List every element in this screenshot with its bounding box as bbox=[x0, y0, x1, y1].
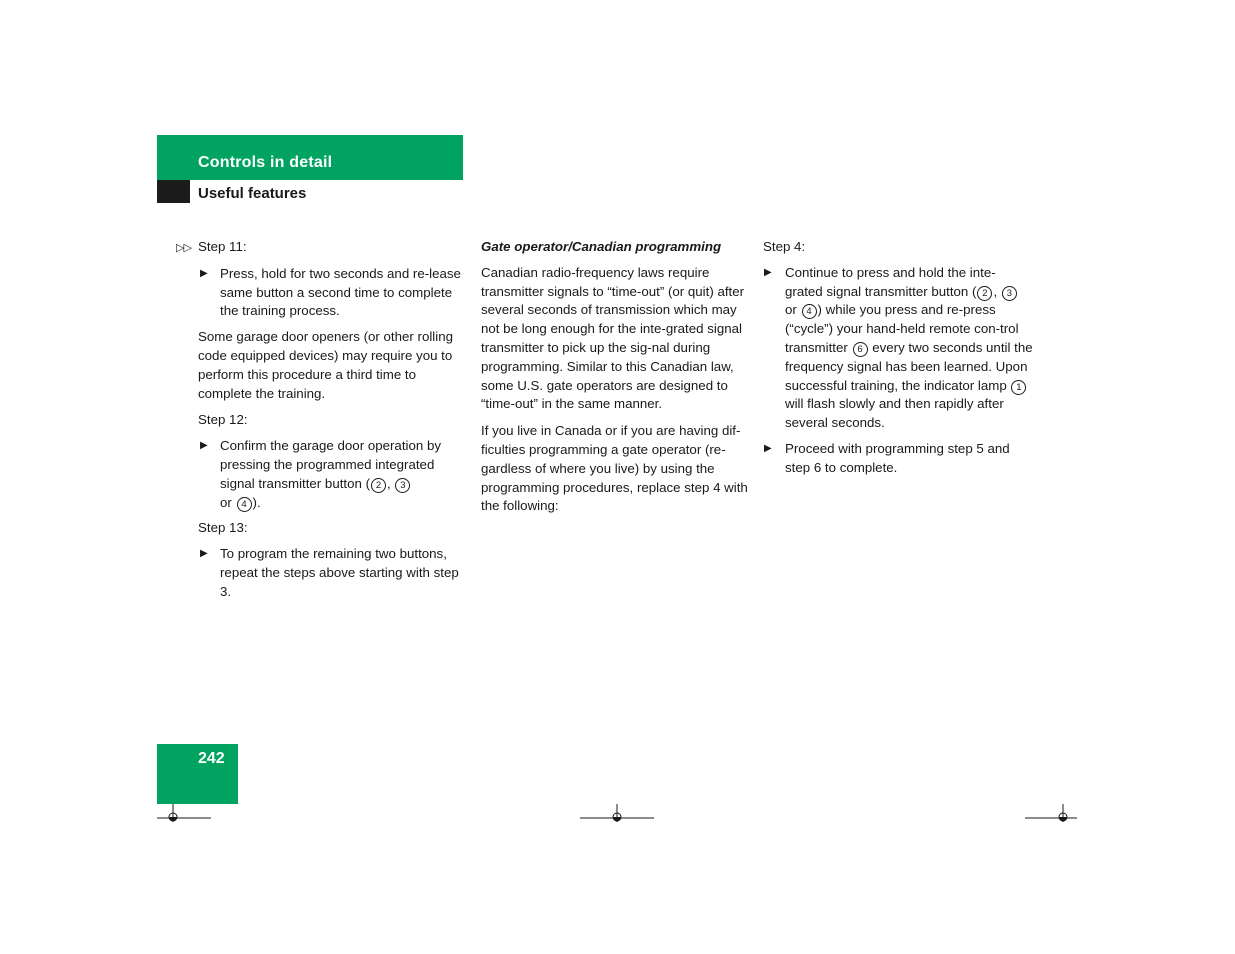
list-item: ▶ To program the remaining two buttons, repeat the steps above starting with step 3. bbox=[200, 546, 459, 599]
subsection-marker bbox=[157, 180, 190, 203]
continued-icon: ▷▷ bbox=[176, 242, 191, 254]
ref-1-icon: 1 bbox=[1011, 380, 1026, 395]
paragraph: If you live in Canada or if you are having dif-ficulties programming a gate operator (re-gardless of where you live) by using the programming procedures, replace step 4 with the following: bbox=[481, 423, 748, 514]
ref-4-icon: 4 bbox=[802, 304, 817, 319]
column-3 bbox=[763, 238, 1033, 485]
subsection-title: Useful features bbox=[198, 185, 307, 202]
ref-2-icon: 2 bbox=[371, 478, 386, 493]
list-item: ▶ Press, hold for two seconds and re-lease same button a second time to complete the training process. bbox=[200, 265, 461, 319]
step-11-label: ▷▷ Step 11: bbox=[176, 238, 466, 258]
step-13-label: Step 13: bbox=[198, 520, 248, 536]
step-12-label: Step 12: bbox=[198, 412, 248, 428]
bullet-arrow-icon: ▶ bbox=[200, 267, 208, 279]
paragraph: Canadian radio-frequency laws require transmitter signals to “time-out” (or quit) after several seconds of transmission which may not be long enough for the inte-grated signal transmitter to pick up the sig-nal during programming. Similar to this Canadian law, some U.S. gate operators are designed to “time-out” in the same manner. bbox=[481, 264, 745, 412]
paragraph: Some garage door openers (or other rolling code equipped devices) may require you to perform this procedure a third time to complete the training. bbox=[198, 329, 454, 401]
registration-mark-icon bbox=[1023, 804, 1079, 822]
ref-3-icon: 3 bbox=[395, 478, 410, 493]
ref-4-icon: 4 bbox=[237, 497, 252, 512]
list-item: ▶ Proceed with programming step 5 and step 6 to complete. bbox=[764, 440, 1010, 475]
page-number: 242 bbox=[198, 750, 225, 767]
step-4-label: Step 4: bbox=[763, 239, 806, 254]
registration-mark-icon bbox=[578, 804, 656, 822]
registration-mark-icon bbox=[157, 804, 213, 822]
ref-3-icon: 3 bbox=[1002, 286, 1017, 301]
list-item: ▶ Continue to press and hold the inte-grated signal transmitter button ( 2 , 3 or 4 ) while you press and re-press (“cycle”) your hand-held remote con-trol transmitter 6 every two seconds until the frequency signal has been learned. Upon successful training, the indicator lamp 1 will flash slowly and then rapidly after several seconds. bbox=[764, 264, 1033, 431]
ref-6-icon: 6 bbox=[853, 342, 868, 357]
bullet-arrow-icon: ▶ bbox=[200, 440, 208, 452]
bullet-arrow-icon: ▶ bbox=[764, 442, 772, 454]
bullet-arrow-icon: ▶ bbox=[764, 266, 772, 278]
column-1 bbox=[176, 238, 466, 609]
bullet-arrow-icon: ▶ bbox=[200, 548, 208, 560]
section-heading: Gate operator/Canadian programming bbox=[481, 239, 722, 254]
ref-2-icon: 2 bbox=[977, 286, 992, 301]
list-item: ▶ Confirm the garage door operation by pressing the programmed integrated signal transmitter button ( 2 , 3 or 4 ). bbox=[200, 438, 442, 510]
column-2 bbox=[481, 238, 751, 524]
section-title: Controls in detail bbox=[198, 154, 333, 171]
